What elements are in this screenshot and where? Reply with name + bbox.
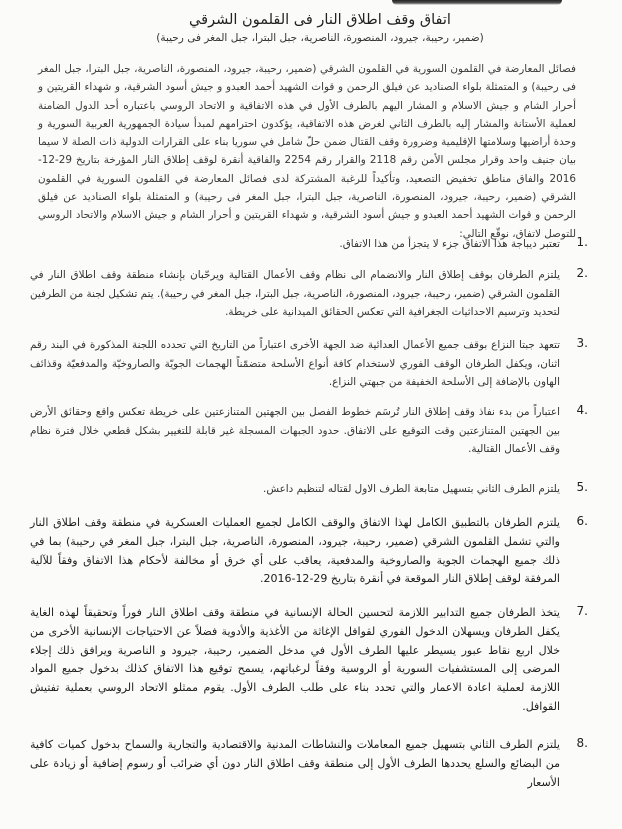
clause-3 [30,336,588,392]
preamble-paragraph: فصائل المعارضة في القلمون السورية في القلمون الشرقي (ضمير، رحيبة، جيرود، المنصورة، الناصرية، جبل البترا، جبل المغر فى رحيبة) و المتمثلة بلواء الصناديد عن فيلق الرحمن و قوات الشهيد أحمد العبدو و جيش أسود الشرقية، و شهداء القريتين و أحرار الشام و جيش الاسلام و المشار اليهم بالطرف الأول في هذه الاتفاقية و الاتحاد الروسي باعتباره أحد الدول الضامنة لعملية الأستانة والمشار إليه بالطرف الثاني لغرض هذه الاتفاقية، يؤكدون احترامهم لمبدأ سيادة الجمهورية العربية السورية و وحدة أراضيها وسلامتها الإقليمية وضرورة وقف القتال ضمن حلّ شامل في سوريا بناء على القرارات الدولية ذات الصلة لا سيما بيان جنيف واحد وقرار مجلس الأمن رقم 2118 والقرار رقم 2254 والفاقية أنقرة لوقف إطلاق النار المؤرخة بتاريخ 29-12-2016 والفاق مناطق تخفيض التصعيد، وتأكيداً للرغبة المشتركة لدى فصائل المعارضة في القلمون السورية في القلمون الشرقي (ضمير، رحيبة، جيرود، المنصورة، الناصرية، جبل البترا، جبل المغر فى رحيبة) و المتمثلة بلواء الصناديد عن فيلق الرحمن و قوات الشهيد أحمد العبدو و جيش أسود الشرقية، و شهداء القريتين و أحرار الشام و جيش الاسلام والاتحاد الروسي للتوصل لاتفاق، نوقّع التالي: [38,63,576,240]
clause-number: 8. [576,736,588,750]
clause-5 [30,480,588,499]
clause-text: يلتزم الطرفان بالتطبيق الكامل لهذا الاتفاق والوقف الكامل لجميع العمليات العسكرية في منطقة وقف اطلاق النار والتي تشمل القلمون الشرقي (ضمير، رحيبة، جيرود، المنصورة، الناصرية، جبل البترا، جبل المغر في رحيبة) بما في ذلك جميع الهجمات الجوية والصاروخية والمدفعية، يعاقب على أي خرق أو مخالفة لأحكام هذا الاتفاق وفقاً للآلية المرفقة لوقف إطلاق النار الموقعة في أنقرة بتاريخ 29-12-2016. [30,516,560,586]
clause-text: تعتبر ديباجة هذا الاتفاق جزء لا يتجزأ من هذا الاتفاق. [339,238,560,250]
clause-text: يلتزم الطرفان بوقف إطلاق النار والانضمام الى نظام وقف الأعمال القتالية ويرحّبان بإنشاء منطقة وقف اطلاق النار في القلمون الشرقي (ضمير، رحيبة، جيرود، المنصورة، الناصرية، جبل البترا، جبل المغر في رحيبة). يتم تشكيل لجنة من الطرفين لتحديد وترسيم الاحداثيات الجغرافية التي تعكس الحقائق الميدانية على خريطة. [30,269,560,319]
clause-number: 3. [576,336,588,350]
clause-2 [30,266,588,322]
clause-number: 4. [576,403,588,417]
clause-text: يتخذ الطرفان جميع التدابير اللازمة لتحسين الحالة الإنسانية في منطقة وقف اطلاق النار فوراً وتحقيقاً لهذه الغاية يكفل الطرفان ويسهلان الدخول الفوري لقوافل الإغاثة من الأغذية والأدوية فضلاً عن الاحتياجات الإنسانية الأخرى من خلال اربع نقاط عبور يسيطر عليها الطرف الأول في مدخل الضمير، رحيبة، جيرود و الناصرية ويرافق ذلك إجلاء المرضى إلى المستشفيات السورية أو الروسية وفقاً لرغباتهم، يسمح توقيع هذا الاتفاق كذلك بدخول جميع المواد اللازمة لعملية اعادة الاعمار والتي تحدد بناء على طلب الطرف الأول. يقوم ممثلو الاتحاد الروسي بعملية تفتيش القوافل. [30,606,560,713]
clause-6 [30,514,588,589]
clause-text: اعتباراً من بدء نفاذ وقف إطلاق النار تُرسَم خطوط الفصل بين الجهتين المتنازعتين على خريطة تعكس واقع وحقائق الأرض بين الجهتين المتنازعتين وقت التوقيع على الاتفاق. حدود الجبهات المسجلة غير قابلة للتغيير بشكل قطعي خلال فترة نظام وقف الأعمال القتالية. [30,406,560,456]
clause-text: يلتزم الطرف الثاني بتسهيل متابعة الطرف الاول لقتاله لتنظيم داعش. [263,483,560,495]
clause-number: 1. [576,235,588,249]
clause-4 [30,403,588,459]
document-title: اتفاق وقف اطلاق النار فى القلمون الشرقي [189,12,451,28]
document-subtitle: (ضمير، رحيبة، جيرود، المنصورة، الناصرية، جبل البترا، جبل المغر فى رحيبة) [156,32,484,44]
clause-number: 7. [576,604,588,618]
clause-number: 6. [576,514,588,528]
clause-8 [30,736,588,792]
clause-1 [30,235,588,254]
clause-text: تتعهد جبتا النزاع بوقف جميع الأعمال العدائية ضد الجهة الأخرى اعتباراً من التاريخ التي تحدده اللجنة المذكورة في البند رقم اثنان، ويكفل الطرفان الوقف الفوري لاستخدام كافة أنواع الأسلحة متضمّناً الهجمات الجويّة والصاروخيّة والمدفعيّة وقذائف الهاون بالإضافة إلى الأسلحة الخفيفة من جبهتي النزاع. [30,339,560,389]
clause-text: يلتزم الطرف الثاني بتسهيل جميع المعاملات والنشاطات المدنية والاقتصادية والتجارية والسماح بدخول كميات كافية من البضائع والسلع يحددها الطرف الأول إلى منطقة وقف اطلاق النار دون أي ضرائب أو رسوم إضافية أو زيادة على الأسعار [30,738,560,789]
clause-number: 2. [576,266,588,280]
clause-7 [30,604,588,717]
clause-number: 5. [576,480,588,494]
